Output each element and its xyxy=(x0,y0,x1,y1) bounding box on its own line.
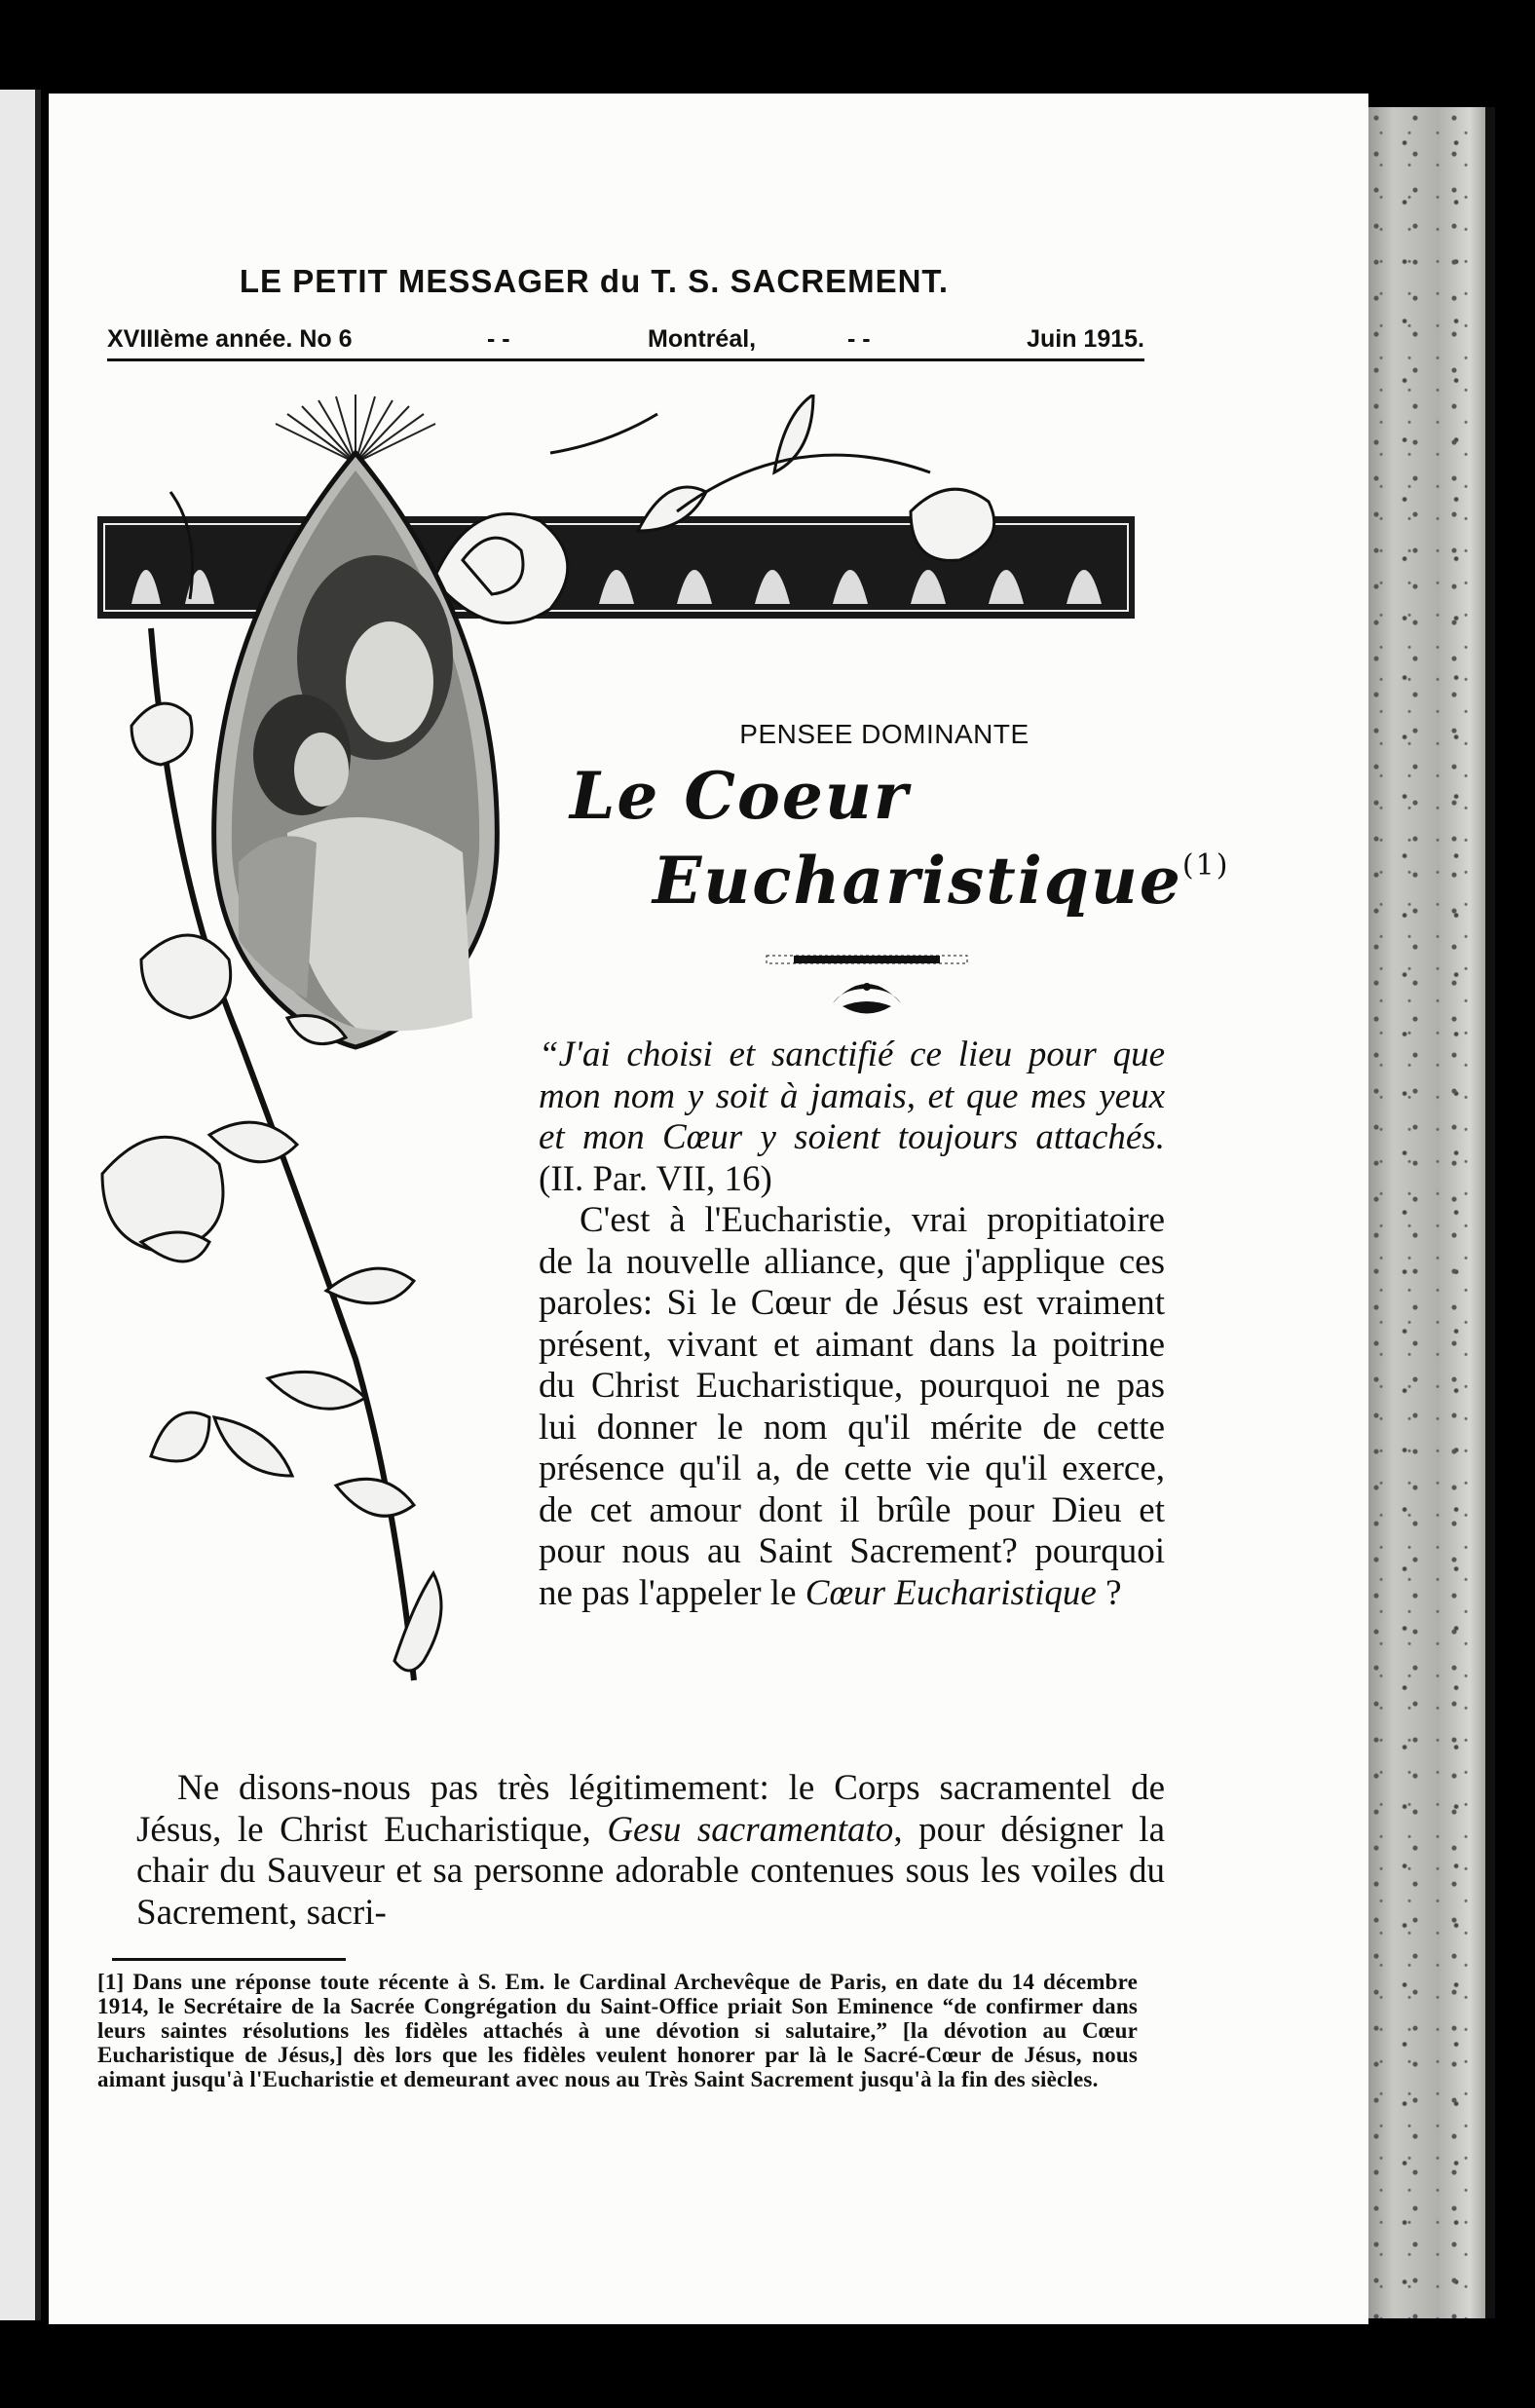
separator-dashes: - - xyxy=(487,325,510,353)
emphasis: Cœur Eucharistique xyxy=(805,1572,1097,1613)
issue-date: Juin 1915. xyxy=(1027,325,1144,353)
masthead-info-line xyxy=(107,318,1144,361)
scripture-quote xyxy=(539,1035,1165,1200)
paragraph-text: ? xyxy=(1096,1572,1122,1613)
footnote-rule xyxy=(112,1958,346,1961)
page-stack-edge xyxy=(1368,107,1495,2318)
paragraph xyxy=(136,1768,1165,1934)
emphasis: Gesu sacramentato xyxy=(607,1809,894,1850)
quote-reference: (II. Par. VII, 16) xyxy=(539,1158,772,1199)
paragraph-text: Ne disons-nous pas très légitimement: le Corps sacramentel de Jésus, le Christ Eucharistique, xyxy=(136,1768,1165,1850)
place-name: Montréal, xyxy=(648,325,757,353)
quote-text: “J'ai choisi et sanctifié ce lieu pour que mon nom y soit à jamais, et que mes yeux et mon Cœur y soient toujours attachés. xyxy=(539,1035,1165,1157)
article-title-line-2 xyxy=(653,843,1229,919)
facing-page-edge xyxy=(0,90,41,2320)
volume-number: XVIIIème année. No 6 xyxy=(107,325,353,353)
article-title-word: Eucharistique xyxy=(653,843,1182,919)
title-divider-ornament xyxy=(765,950,969,1023)
masthead-title: LE PETIT MESSAGER du T. S. SACREMENT. xyxy=(239,263,950,299)
paragraph-text: , pour désigner la chair du Sauveur et sa personne adorable contenues sous les voiles du Sacrement, sacri- xyxy=(136,1809,1166,1933)
footnote-marker: (1) xyxy=(1181,848,1230,883)
section-kicker: PENSEE DOMINANTE xyxy=(739,719,1030,749)
paragraph xyxy=(539,1200,1165,1614)
article-title-line-1: Le Coeur xyxy=(570,758,910,834)
separator-dashes: - - xyxy=(847,325,871,353)
footnote: [1] Dans une réponse toute récente à S. Em. le Cardinal Archevêque de Paris, en date du 14 décembre 1914, le Secrétaire de la Sacrée Congrégation du Saint-Office priait Son Eminence “de confirmer dans leurs saintes résolutions les fidèles attachés à une dévotion si salutaire,” [la dévotion au Cœur Eucharistique de Jésus,] dès lors que les fidèles veulent honorer par là le Sacré-Cœur de Jésus, nous aimant jusqu'à l'Eucharistie et demeurant avec nous au Très Saint Sacrement jusqu'à la fin des siècles. xyxy=(97,1970,1138,2091)
article-column-text xyxy=(539,1035,1165,1614)
paragraph-text: C'est à l'Eucharistie, vrai propitiatoire de la nouvelle alliance, que j'applique ces paroles: Si le Cœur de Jésus est vraiment présent, vivant et aimant dans la poitrine du Christ Eucharistique, pourquoi ne pas lui donner le nom qu'il mérite de cette présence qu'il a, de cette vie qu'il exerce, de cet amour dont il brûle pour Dieu et pour nous au Saint Sacrement? pourquoi ne pas l'appeler le xyxy=(539,1200,1165,1613)
